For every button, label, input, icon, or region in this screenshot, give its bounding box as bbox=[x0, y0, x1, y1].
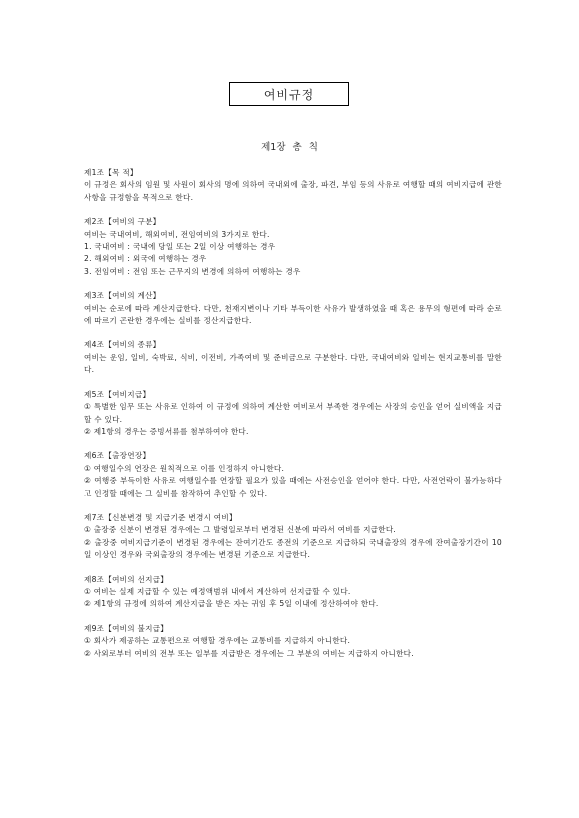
article-9 bbox=[84, 623, 502, 660]
article-list bbox=[84, 167, 502, 672]
article-text: ② 여행중 부득이한 사유로 여행일수를 연장할 필요가 있을 때에는 사전승인을 얻어야 한다. 다만, 사전연락이 불가능하다고 인정할 때에는 그 실비를 참작하여 추인할 수 있다. bbox=[84, 476, 502, 498]
article-heading: 제9조【여비의 불지급】 bbox=[84, 623, 169, 633]
article-text: ② 제1항의 경우는 증빙서류를 첨부하여야 한다. bbox=[84, 426, 249, 436]
article-text: 여비는 국내여비, 해외여비, 전임여비의 3가지로 한다. bbox=[84, 229, 270, 239]
article-text: 1. 국내여비 : 국내에 당일 또는 2일 이상 여행하는 경우 bbox=[84, 242, 276, 252]
article-5 bbox=[84, 389, 502, 439]
article-text: ② 사외로부터 여비의 전부 또는 일부를 지급받은 경우에는 그 부분의 여비는 지급하지 아니한다. bbox=[84, 648, 414, 658]
article-8 bbox=[84, 574, 502, 611]
article-heading: 제2조【여비의 구분】 bbox=[84, 217, 161, 227]
chapter-heading: 제1장 총 칙 bbox=[261, 142, 318, 153]
article-7 bbox=[84, 512, 502, 562]
article-6 bbox=[84, 450, 502, 500]
article-text: 여비는 순로에 따라 계산지급한다. 다만, 천재지변이나 기타 부득이한 사유가 발생하였을 때 혹은 용무의 형편에 따라 순로에 따르기 곤란한 경우에는 실비를 정산지급한다. bbox=[84, 303, 502, 326]
article-4 bbox=[84, 339, 502, 376]
article-text: ① 여비는 실제 지급할 수 있는 예정액범위 내에서 계산하여 선지급할 수 있다. bbox=[84, 586, 351, 596]
article-text: 이 규정은 회사의 임원 및 사원이 회사의 명에 의하여 국내외에 출장, 파견, 부임 등의 사유로 여행할 때의 여비지급에 관한 사항을 규정함을 목적으로 한다. bbox=[84, 180, 502, 202]
article-heading: 제1조【목 적】 bbox=[84, 168, 138, 177]
article-heading: 제8조【여비의 선지급】 bbox=[84, 574, 169, 584]
article-text: ① 회사가 제공하는 교통편으로 여행할 경우에는 교통비를 지급하지 아니한다. bbox=[84, 636, 351, 646]
article-heading: 제3조【여비의 계산】 bbox=[84, 291, 161, 301]
article-text: ② 제1항의 규정에 의하여 계산지급을 받은 자는 귀임 후 5일 이내에 정산하여야 한다. bbox=[84, 599, 379, 609]
article-heading: 제6조【출장연장】 bbox=[84, 451, 151, 461]
article-text: 2. 해외여비 : 외국에 여행하는 경우 bbox=[84, 254, 207, 264]
article-heading: 제4조【여비의 종류】 bbox=[84, 340, 161, 350]
article-text: 3. 전임여비 : 전임 또는 근무지의 변경에 의하여 여행하는 경우 bbox=[84, 266, 301, 276]
article-text: 여비는 운임, 일비, 숙박료, 식비, 이전비, 가족여비 및 준비금으로 구분한다. 다만, 국내여비와 일비는 현지교통비를 말한다. bbox=[84, 352, 502, 375]
article-text: ① 여행일수의 연장은 원칙적으로 이를 인정하지 아니한다. bbox=[84, 463, 285, 473]
article-heading: 제5조【여비지급】 bbox=[84, 389, 151, 399]
article-3 bbox=[84, 290, 502, 327]
article-1 bbox=[84, 167, 502, 204]
article-text: ① 특별한 임무 또는 사유로 인하여 이 규정에 의하여 계산한 여비로서 부족한 경우에는 사장의 승인을 얻어 실비액을 지급할 수 있다. bbox=[84, 402, 502, 424]
document-title: 여비규정 bbox=[229, 82, 349, 106]
article-2 bbox=[84, 216, 502, 278]
article-text: ② 출장중 여비지급기준이 변경된 경우에는 잔여기간도 종전의 기준으로 지급하되 국내출장의 경우에 잔여출장기간이 10일 이상인 경우와 국외출장의 경우에는 변경된 기준으로 지급한다. bbox=[84, 537, 502, 560]
article-heading: 제7조【신분변경 및 지급기준 변경시 여비】 bbox=[84, 512, 237, 522]
article-text: ① 출장중 신분이 변경된 경우에는 그 발령일로부터 변경된 신분에 따라서 여비를 지급한다. bbox=[84, 525, 397, 535]
